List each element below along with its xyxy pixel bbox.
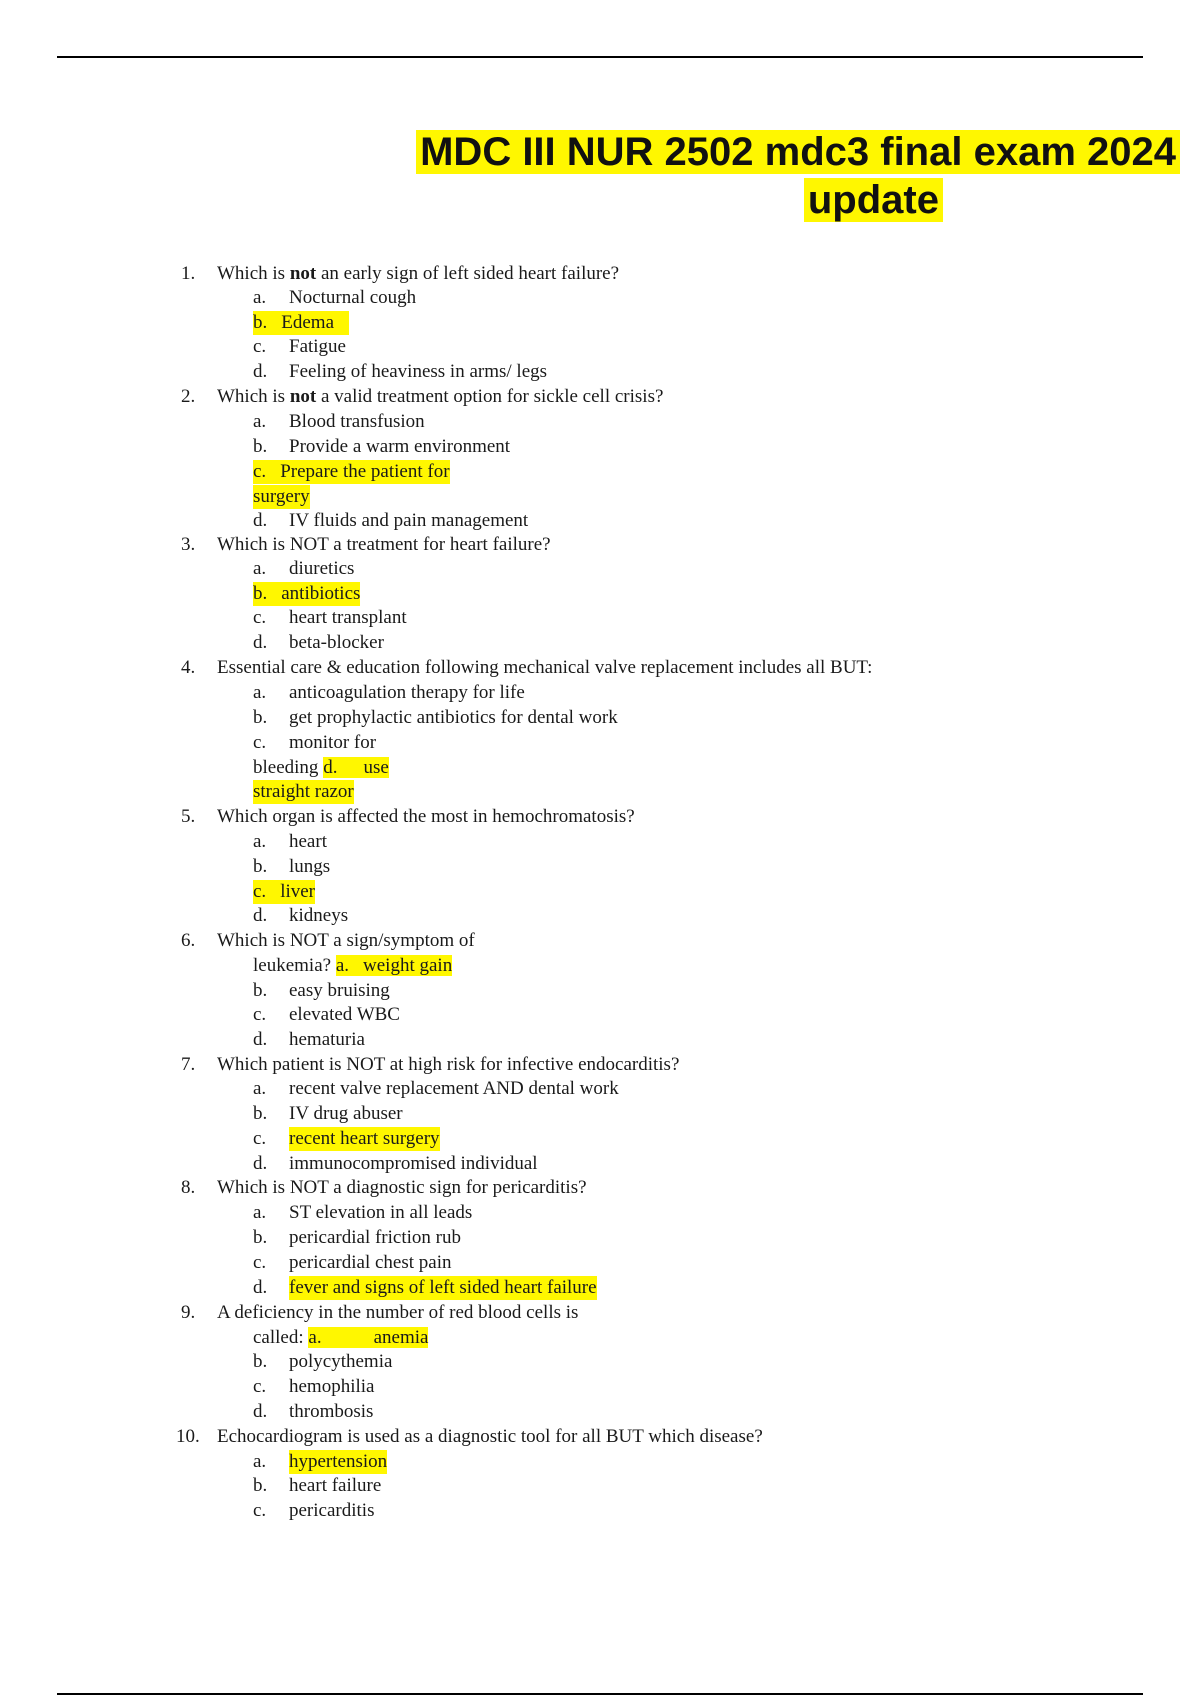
question-number: 1.	[181, 263, 196, 284]
top-rule	[57, 56, 1143, 58]
title-line-1: MDC III NUR 2502 mdc3 final exam 2024	[416, 130, 1180, 174]
question-text: Which is not a valid treatment option for sickle cell crisis?	[217, 386, 664, 407]
bottom-rule	[57, 1693, 1143, 1695]
question-text: Which is not an early sign of left sided heart failure?	[217, 263, 620, 284]
title-line-2: update	[804, 178, 943, 222]
page-title	[200, 128, 1180, 224]
